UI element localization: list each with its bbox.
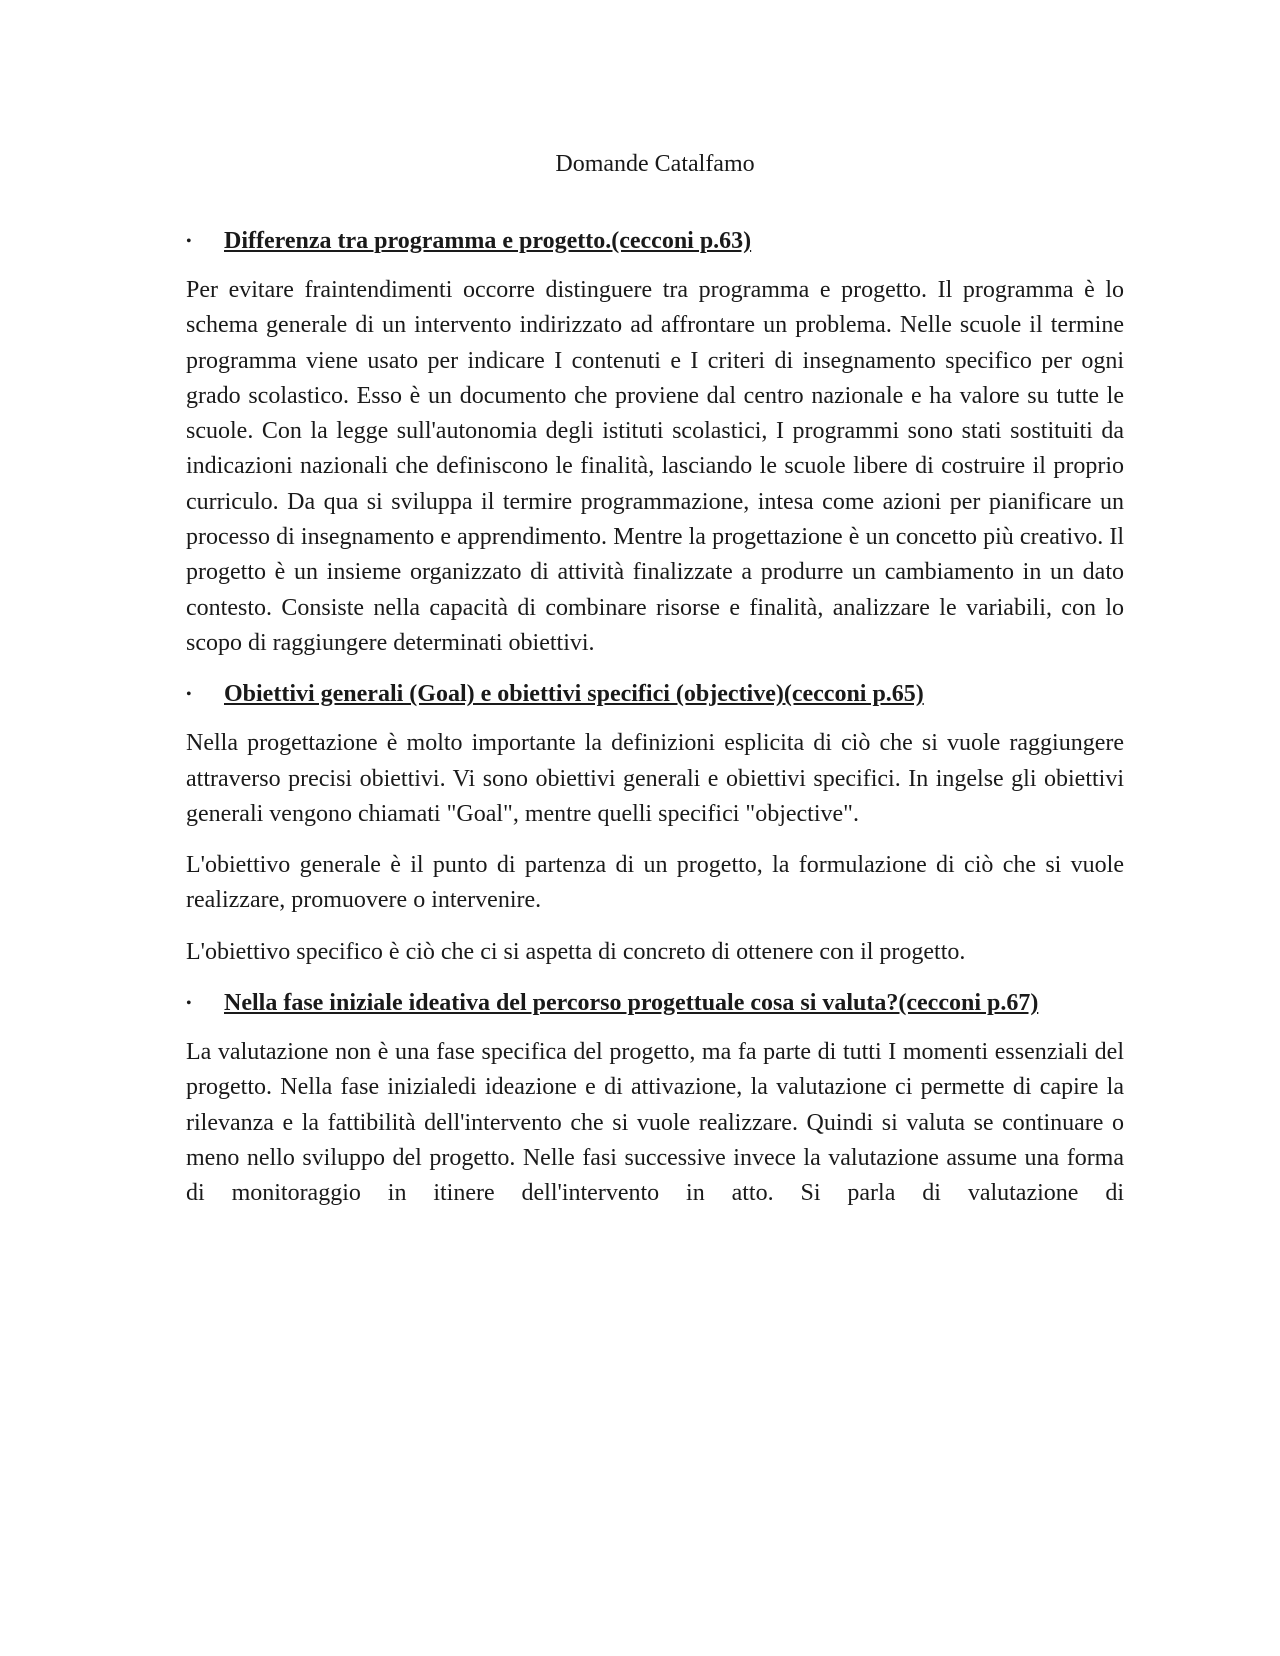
paragraph: L'obiettivo generale è il punto di partenza di un progetto, la formulazione di ciò che si vuole realizzare, promuovere o intervenire. — [186, 852, 1124, 914]
paragraph: Nella progettazione è molto importante la definizioni esplicita di ciò che si vuole raggiungere attraverso precisi obiettivi. Vi sono obiettivi generali e obiettivi specifici. In ingelse gli obiettivi generali vengono chiamati "Goal", mentre quelli specifici "objective". — [186, 730, 1124, 827]
section-heading — [186, 986, 1124, 1021]
section-heading-text: Differenza tra programma e progetto.(cecconi p.63) — [224, 228, 752, 254]
document-page — [186, 142, 1124, 1228]
section-heading-text: Obiettivi generali (Goal) e obiettivi specifici (objective)(cecconi p.65) — [224, 681, 924, 708]
section-heading-text: Nella fase iniziale ideativa del percorso progettuale cosa si valuta?(cecconi p.67) — [224, 990, 1039, 1017]
paragraph: Per evitare fraintendimenti occorre distinguere tra programma e progetto. Il programma è lo schema generale di un intervento indirizzato ad affrontare un problema. Nelle scuole il termine programma viene usato per indicare I contenuti e I criteri di insegnamento specifico per ogni grado scolastico. Esso è un documento che proviene dal centro nazionale e ha valore su tutte le scuole. Con la legge sull'autonomia degli istituti scolastici, I programmi sono stati sostituiti da indicazioni nazionali che definiscono le finalità, lasciando le scuole libere di costruire il proprio curriculo. Da qua si sviluppa il termire programmazione, intesa come azioni per pianificare un processo di insegnamento e apprendimento. Mentre la progettazione è un concetto più creativo. Il progetto è un insieme organizzato di attività finalizzate a produrre un cambiamento in un dato contesto. Consiste nella capacità di combinare risorse e finalità, analizzare le variabili, con lo scopo di raggiungere determinati obiettivi. — [186, 277, 1124, 656]
document-title: Domande Catalfamo — [555, 151, 755, 177]
bullet-icon: • — [186, 233, 192, 250]
bullet-icon: • — [186, 995, 192, 1013]
paragraph: La valutazione non è una fase specifica del progetto, ma fa parte di tutti I momenti essenziali del progetto. Nella fase inizialedi ideazione e di attivazione, la valutazione ci permette di capire la rilevanza e la fattibilità dell'intervento che si vuole realizzare. Quindi si valuta se continuare o meno nello sviluppo del progetto. Nelle fasi successive invece la valutazione assume una forma di monitoraggio in itinere dell'intervento in atto. Si parla di valutazione di — [186, 1039, 1124, 1207]
section-heading — [186, 224, 1124, 259]
bullet-icon: • — [186, 686, 192, 704]
section-heading — [186, 677, 1124, 712]
paragraph: L'obiettivo specifico è ciò che ci si aspetta di concreto di ottenere con il progetto. — [186, 938, 966, 965]
